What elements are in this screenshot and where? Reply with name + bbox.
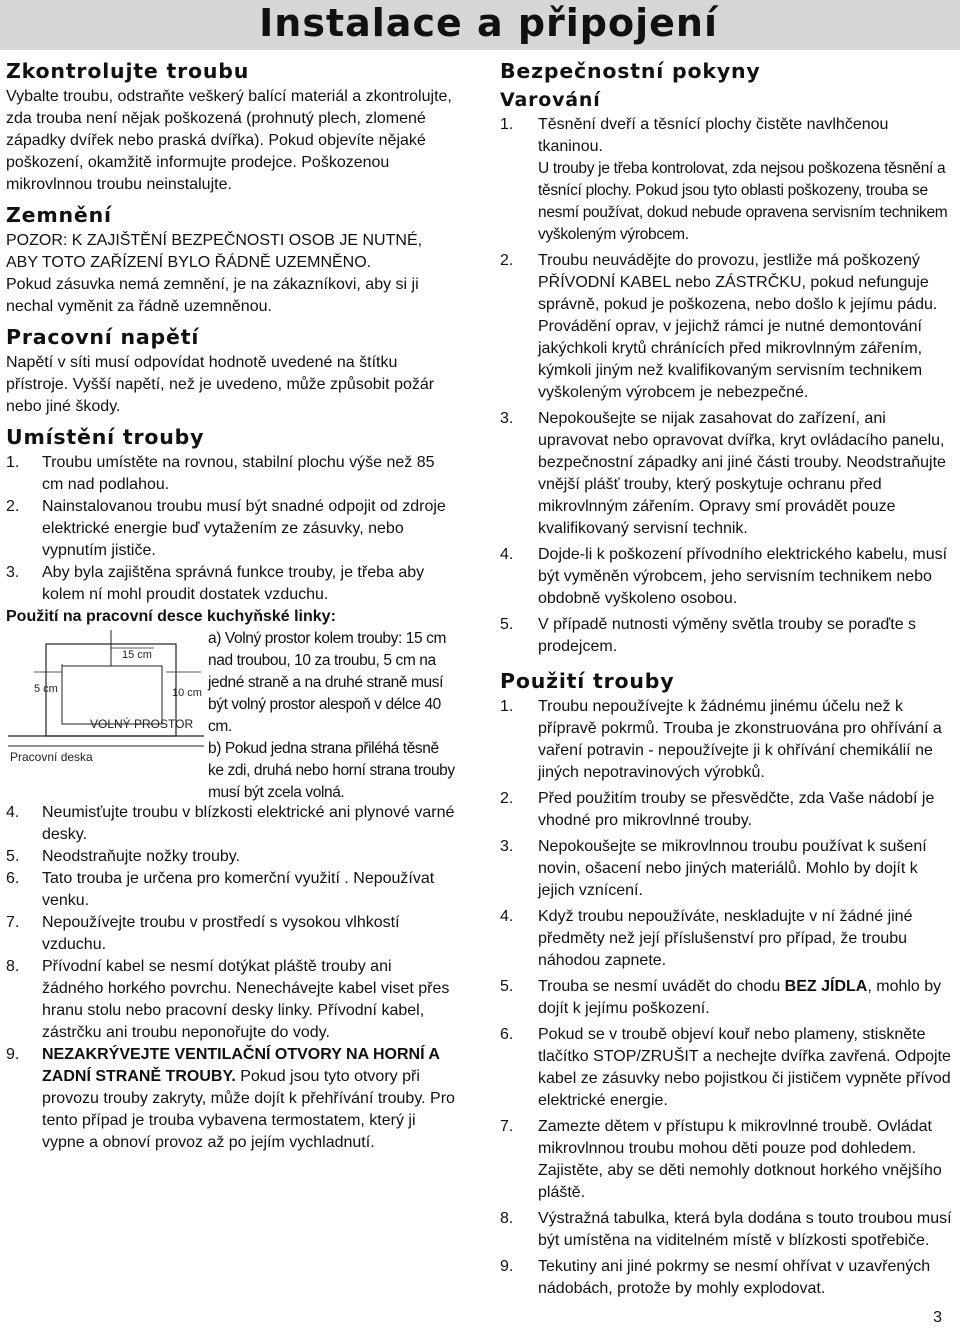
voltage-text: Napětí v síti musí odpovídat hodnotě uvedené na štítku přístroje. Vyšší napětí, než je uvedeno, může způsobit požár nebo jiné škody. xyxy=(6,354,435,415)
list-item: 9. NEZAKRÝVEJTE VENTILAČNÍ OTVORY NA HORNÍ A ZADNÍ STRANĚ TROUBY. Pokud jsou tyto otvory při provozu trouby zakryty, může dojít k přehřívání trouby. Pro tento případ je trouba vybavena termostatem, který ji vypne a obnoví provoz až po jejím vychladnutí. xyxy=(6,1046,455,1151)
label-free-space: VOLNÝ PROSTOR xyxy=(90,717,194,731)
list-item: 7. Nepoužívejte troubu v prostředí s vysokou vlhkostí vzduchu. xyxy=(6,914,400,953)
clearance-notes xyxy=(208,628,458,804)
list-item: 9. Tekutiny ani jiné pokrmy se nesmí ohřívat v uzavřených nádobách, protože by mohly explodovat. xyxy=(500,1258,931,1297)
note-b: b) Pokud jedna strana přiléhá těsně ke zdi, druhá nebo horní strana trouby musí být zcela volná. xyxy=(208,740,455,801)
list-item: 1. Těsnění dveří a těsnící plochy čistěte navlhčenou tkaninou. U trouby je třeba kontrolovat, zda nejsou poškozena těsnění a těsnící plochy. Pokud jsou tyto oblasti poškozeny, trouba se nesmí používat, dokud nebude opravena servisním technikem vyškoleným výrobcem. xyxy=(500,116,948,243)
heading-check-oven: Zkontrolujte troubu xyxy=(6,59,250,83)
note-a: a) Volný prostor kolem trouby: 15 cm nad troubou, 10 za troubu, 5 cm na jedné straně a na druhé straně musí být volný prostor alespoň v délce 40 cm. xyxy=(208,630,447,735)
list-item: 3. Nepokoušejte se mikrovlnnou troubu používat k sušení novin, ošacení nebo jiných materiálů. Mohlo by dojít k jejich vznícení. xyxy=(500,838,927,899)
list-item: 3. Nepokoušejte se nijak zasahovat do zařízení, ani upravovat nebo opravovat dvířka, kryt ovládacího panelu, bezpečnostní západky ani jiné části trouby. Neodstraňujte vnější plášť trouby, který poskytuje ochranu před mikrovlnným zářením. Opravy smí provádět pouze kvalifikovaný servisní technik. xyxy=(500,410,946,537)
list-item: 4. Dojde-li k poškození přívodního elektrického kabelu, musí být vyměněn výrobcem, jeho servisním technikem nebo obdobně vyškoleno osobou. xyxy=(500,546,948,607)
heading-grounding: Zemnění xyxy=(6,203,112,227)
safety-list xyxy=(500,114,955,658)
page-number: 3 xyxy=(933,1309,942,1326)
placement-list-2 xyxy=(6,802,456,1154)
countertop-subheading: Použití na pracovní desce kuchyňské linky: xyxy=(6,608,336,625)
list-item: 2. Troubu neuvádějte do provozu, jestliže má poškozený PŘÍVODNÍ KABEL nebo ZÁSTRČKU, pokud nefunguje správně, pokud je poškozena, nebo došlo k jejímu pádu. Provádění oprav, v jejichž rámci je nutné demontování jakýchkoli krytů chránících před mikrovlnným zářením, kýmkoli jiným než kvalifikovaným servisním technikem vyškoleným výrobcem je nebezpečné. xyxy=(500,252,938,401)
right-column xyxy=(500,56,955,1304)
page-title: Instalace a připojení xyxy=(259,1,718,45)
list-item: 5. Trouba se nesmí uvádět do chodu BEZ JÍDLA, mohlo by dojít k jejímu poškození. xyxy=(500,978,942,1017)
label-10cm: 10 cm xyxy=(172,687,202,699)
list-item: 7. Zamezte dětem v přístupu k mikrovlnné troubě. Ovládat mikrovlnnou troubu mohou děti pouze pod dohledem. Zajistěte, aby se děti nemohly dotknout horkého vnějšího pláště. xyxy=(500,1118,942,1201)
list-item: 2. Nainstalovanou troubu musí být snadné odpojit od zdroje elektrické energie buď vytažením ze zásuvky, nebo vypnutím jističe. xyxy=(6,498,446,559)
left-column xyxy=(6,56,456,1154)
placement-list xyxy=(6,452,456,606)
list-item: 1. Troubu umístěte na rovnou, stabilní plochu výše než 85 cm nad podlahou. xyxy=(6,454,435,493)
list-item: 6. Tato trouba je určena pro komerční využití . Nepoužívat venku. xyxy=(6,870,435,909)
page-title-banner xyxy=(0,0,960,50)
grounding-warning: POZOR: K ZAJIŠTĚNÍ BEZPEČNOSTI OSOB JE NUTNÉ, ABY TOTO ZAŘÍZENÍ BYLO ŘÁDNĚ UZEMNĚNO. xyxy=(6,232,423,271)
list-item: 8. Výstražná tabulka, která byla dodána s touto troubou musí být umístěna na viditelném místě v blízkosti spotřebiče. xyxy=(500,1210,952,1249)
heading-safety: Bezpečnostní pokyny xyxy=(500,59,761,83)
clearance-figure-row xyxy=(6,628,456,802)
heading-voltage: Pracovní napětí xyxy=(6,325,200,349)
list-item: 4. Když troubu nepoužíváte, neskladujte v ní žádné jiné předměty než její příslušenství pro případ, že troubu náhodou zapnete. xyxy=(500,908,913,969)
heading-oven-use: Použití trouby xyxy=(500,669,675,693)
label-worktop: Pracovní deska xyxy=(10,750,93,764)
oven-use-list xyxy=(500,696,955,1300)
label-5cm: 5 cm xyxy=(34,683,58,695)
list-item: 8. Přívodní kabel se nesmí dotýkat pláště trouby ani žádného horkého povrchu. Nenechávejte kabel viset přes hranu stolu nebo pracovní desky linky. Přívodní kabel, zástrčku ani troubu neponořujte do vody. xyxy=(6,958,450,1041)
heading-placement: Umístění trouby xyxy=(6,425,205,449)
list-item: 1. Troubu nepoužívejte k žádnému jinému účelu než k přípravě pokrmů. Trouba je zkonstruována pro ohřívání a vaření potravin - nepoužívejte ji k ohřívání chemikálií ne jiných nepotravinových výrobků. xyxy=(500,698,942,781)
clearance-diagram xyxy=(6,628,206,768)
list-item: 2. Před použitím trouby se přesvědčte, zda Vaše nádobí je vhodné pro mikrovlnné trouby. xyxy=(500,790,935,829)
heading-warning: Varování xyxy=(500,89,601,111)
list-item: 5. Neodstraňujte nožky trouby. xyxy=(6,848,241,865)
list-item: 3. Aby byla zajištěna správná funkce trouby, je třeba aby kolem ní mohl proudit dostatek vzduchu. xyxy=(6,564,425,603)
label-15cm: 15 cm xyxy=(122,649,152,661)
list-item: 5. V případě nutnosti výměny světla trouby se poraďte s prodejcem. xyxy=(500,616,917,655)
check-oven-text: Vybalte troubu, odstraňte veškerý balící materiál a zkontrolujte, zda trouba není nějak poškozená (prohnutý plech, zlomené západky dvířek nebo praská dvířka). Pokud objevíte nějaké poškození, okamžitě informujte prodejce. Poškozenou mikrovlnnou troubu neinstalujte. xyxy=(6,88,452,193)
list-item: 6. Pokud se v troubě objeví kouř nebo plameny, stiskněte tlačítko STOP/ZRUŠIT a nechejte dvířka zavřená. Odpojte kabel ze zásuvky nebo pojistkou či jističem vypněte přívod elektrické energie. xyxy=(500,1026,951,1109)
grounding-text: Pokud zásuvka nemá zemnění, je na zákazníkovi, aby si ji nechal vyměnit za řádně uzemněnou. xyxy=(6,276,419,315)
list-item: 4. Neumisťujte troubu v blízkosti elektrické ani plynové varné desky. xyxy=(6,804,455,843)
